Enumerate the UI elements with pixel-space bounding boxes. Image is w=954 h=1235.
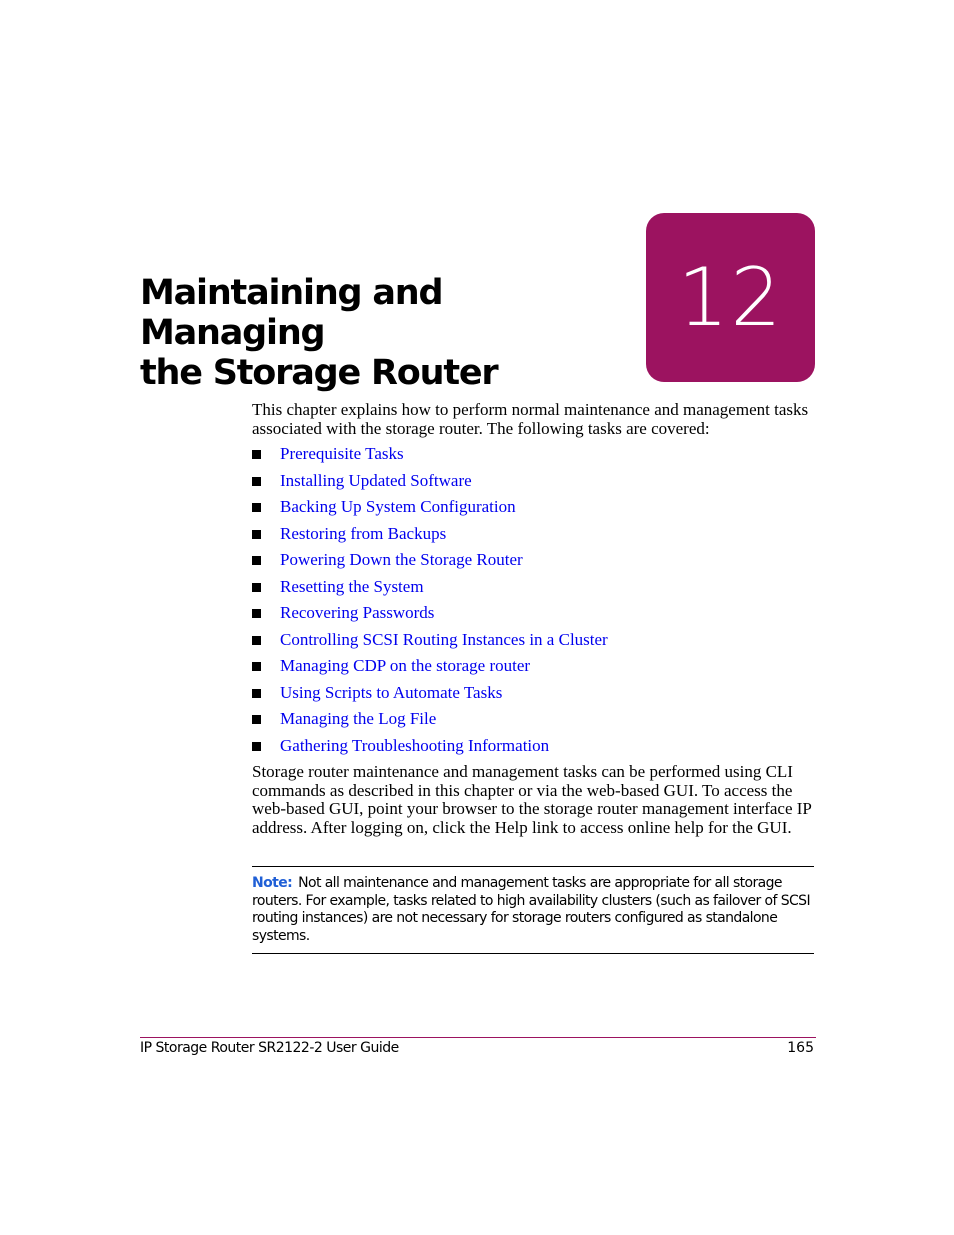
note-label: Note: — [252, 875, 293, 891]
task-link-installing-updated-software[interactable]: Installing Updated Software — [280, 470, 472, 490]
task-link-gathering-troubleshooting[interactable]: Gathering Troubleshooting Information — [280, 735, 550, 755]
chapter-title-line-2: the Storage Router — [140, 353, 498, 393]
task-link-managing-cdp[interactable]: Managing CDP on the storage router — [280, 656, 531, 675]
chapter-title-line-1: Maintaining and Managing — [140, 273, 443, 353]
page-number: 165 — [787, 1040, 814, 1056]
bullet-icon — [252, 689, 261, 698]
task-link-backing-up-system-configuration[interactable]: Backing Up System Configuration — [280, 497, 516, 516]
task-link-restoring-from-backups[interactable]: Restoring from Backups — [280, 523, 447, 543]
bullet-icon — [252, 503, 261, 512]
note-block — [252, 866, 814, 954]
bullet-icon — [252, 583, 261, 592]
outro-paragraph: Storage router maintenance and management tasks can be performed using CLI commands as described in this chapter or via the web-based GUI. To access the web-based GUI, point your browser to the storage router management interface IP address. After logging on, click the Help link to access online help for the GUI. — [252, 762, 812, 837]
task-link-controlling-scsi-routing[interactable]: Controlling SCSI Routing Instances in a Cluster — [280, 629, 608, 649]
note-text — [252, 875, 814, 945]
task-link-prerequisite-tasks[interactable]: Prerequisite Tasks — [280, 444, 404, 463]
task-link-recovering-passwords[interactable]: Recovering Passwords — [280, 603, 435, 622]
chapter-title — [140, 273, 620, 393]
bullet-icon — [252, 530, 261, 539]
chapter-number: 12 — [677, 251, 784, 344]
task-link-managing-log-file[interactable]: Managing the Log File — [280, 709, 437, 728]
bullet-icon — [252, 715, 261, 724]
task-link-resetting-the-system[interactable]: Resetting the System — [280, 576, 424, 596]
intro-paragraph: This chapter explains how to perform normal maintenance and management tasks associated with the storage router. The following tasks are covered: — [252, 400, 809, 438]
footer-guide-title: IP Storage Router SR2122-2 User Guide — [140, 1040, 399, 1056]
bullet-icon — [252, 609, 261, 618]
footer-divider — [140, 1037, 816, 1038]
bullet-icon — [252, 742, 261, 751]
task-link-using-scripts[interactable]: Using Scripts to Automate Tasks — [280, 682, 503, 702]
task-link-powering-down[interactable]: Powering Down the Storage Router — [280, 550, 523, 569]
chapter-number-badge — [646, 213, 815, 382]
note-body: Not all maintenance and management tasks are appropriate for all storage routers. For example, tasks related to high availability clusters (such as failover of SCSI routing instances) are not necessary for storage routers configured as standalone systems. — [252, 875, 810, 944]
bullet-icon — [252, 477, 261, 486]
bullet-icon — [252, 556, 261, 565]
bullet-icon — [252, 636, 261, 645]
bullet-icon — [252, 450, 261, 459]
bullet-icon — [252, 662, 261, 671]
